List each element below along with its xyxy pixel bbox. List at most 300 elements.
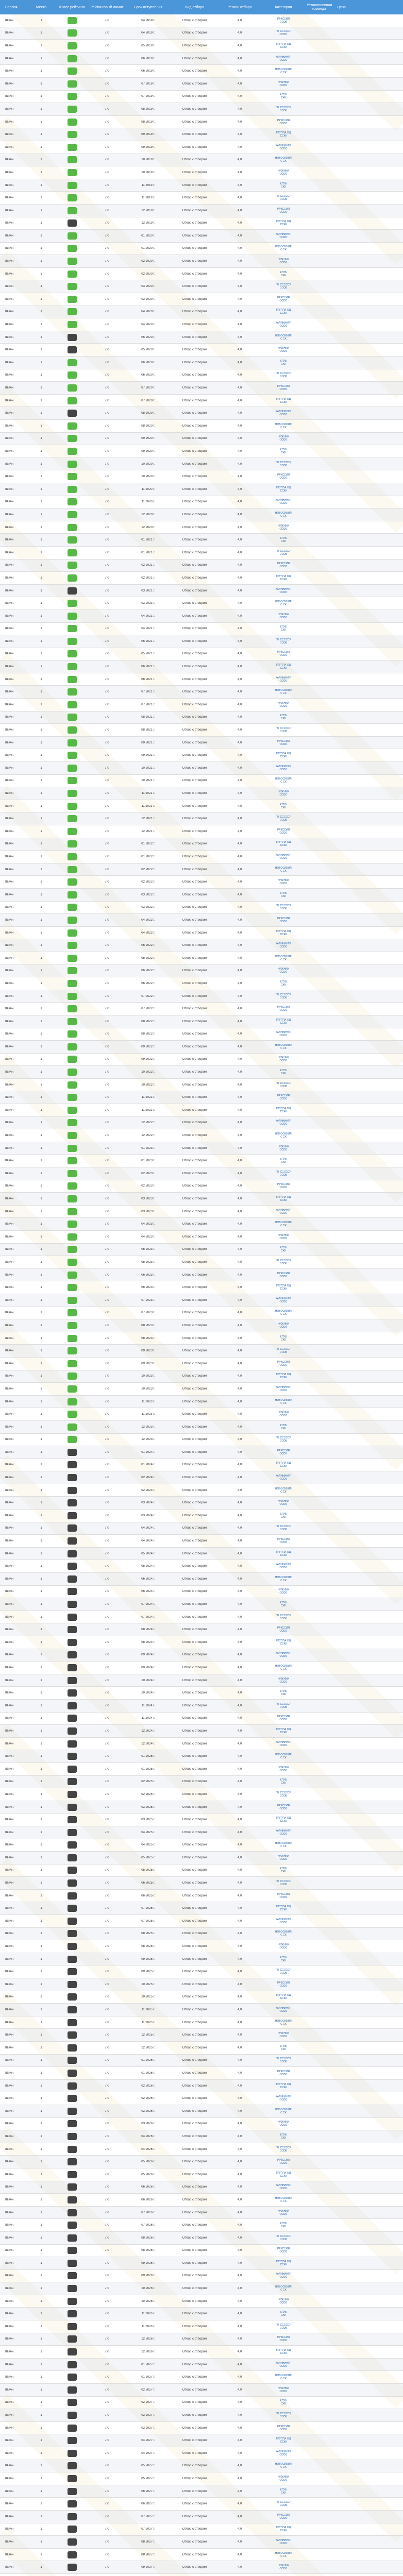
table-row[interactable] [0,2320,403,2333]
table-row[interactable] [0,1028,403,1041]
table-row[interactable] [0,2359,403,2371]
table-row[interactable] [0,306,403,319]
cell-team[interactable] [260,841,307,847]
cell-team[interactable] [260,1272,307,1278]
table-row[interactable] [0,27,403,40]
cell-team[interactable] [260,1614,307,1620]
table-row[interactable] [0,673,403,686]
cell-team[interactable] [260,2488,307,2495]
table-row[interactable] [0,648,403,661]
table-row[interactable] [0,1167,403,1180]
table-row[interactable] [0,268,403,281]
cell-team[interactable] [260,2437,307,2444]
cell-team[interactable] [260,1994,307,2000]
table-row[interactable] [0,2371,403,2384]
cell-team[interactable] [260,1436,307,1443]
table-row[interactable] [0,1687,403,1700]
cell-team[interactable] [260,1855,307,1861]
table-row[interactable] [0,483,403,496]
table-row[interactable] [0,876,403,889]
cell-team[interactable] [260,93,307,99]
cell-team[interactable] [260,2399,307,2405]
cell-team[interactable] [260,2159,307,2165]
table-row[interactable] [0,952,403,965]
table-row[interactable] [0,977,403,990]
cell-team[interactable] [260,1981,307,1988]
table-row[interactable] [0,1193,403,1206]
cell-team[interactable] [260,2564,307,2570]
table-row[interactable] [0,1586,403,1599]
cell-team[interactable] [260,2133,307,2140]
table-row[interactable] [0,1573,403,1586]
cell-team[interactable] [260,435,307,442]
table-row[interactable] [0,2485,403,2498]
cell-team[interactable] [260,1588,307,1595]
table-row[interactable] [0,2029,403,2042]
cell-team[interactable] [260,233,307,239]
table-row[interactable] [0,711,403,724]
cell-team[interactable] [260,1778,307,1785]
table-row[interactable] [0,927,403,940]
header-selection-type[interactable]: Вид отбора [184,5,205,9]
cell-team[interactable] [260,980,307,987]
cell-team[interactable] [260,245,307,251]
cell-team[interactable] [260,2539,307,2545]
table-row[interactable] [0,1725,403,1738]
table-row[interactable] [0,572,403,585]
table-row[interactable] [0,775,403,788]
table-row[interactable] [0,255,403,268]
table-row[interactable] [0,1915,403,1928]
table-row[interactable] [0,1294,403,1307]
table-row[interactable] [0,1383,403,1396]
cell-team[interactable] [260,1703,307,1709]
cell-team[interactable] [260,854,307,860]
cell-team[interactable] [260,765,307,771]
cell-team[interactable] [260,537,307,543]
cell-team[interactable] [260,1956,307,1962]
cell-team[interactable] [260,550,307,556]
cell-team[interactable] [260,714,307,720]
cell-team[interactable] [260,1196,307,1202]
cell-team[interactable] [260,385,307,391]
cell-team[interactable] [260,2184,307,2190]
cell-team[interactable] [260,1791,307,1798]
cell-team[interactable] [260,2463,307,2469]
table-row[interactable] [0,2016,403,2029]
table-row[interactable] [0,2536,403,2549]
table-row[interactable] [0,2232,403,2245]
table-row[interactable] [0,1852,403,1865]
cell-team[interactable] [260,777,307,784]
cell-team[interactable] [260,1753,307,1759]
table-row[interactable] [0,1965,403,1978]
cell-team[interactable] [260,968,307,974]
table-row[interactable] [0,65,403,78]
cell-team[interactable] [260,1551,307,1557]
table-row[interactable] [0,851,403,863]
table-row[interactable] [0,1636,403,1649]
cell-team[interactable] [260,360,307,366]
cell-team[interactable] [260,1842,307,1848]
table-row[interactable] [0,1218,403,1231]
cell-team[interactable] [260,499,307,505]
cell-team[interactable] [260,106,307,112]
table-row[interactable] [0,1129,403,1142]
table-row[interactable] [0,344,403,357]
cell-team[interactable] [260,2083,307,2089]
cell-team[interactable] [260,1563,307,1569]
cell-team[interactable] [260,1500,307,1506]
table-row[interactable] [0,2460,403,2473]
table-row[interactable] [0,660,403,673]
table-row[interactable] [0,1319,403,1332]
table-row[interactable] [0,2067,403,2080]
header-entry-date[interactable]: Срок вступления [133,5,163,9]
table-row[interactable] [0,2498,403,2511]
table-row[interactable] [0,243,403,256]
cell-team[interactable] [260,423,307,429]
table-row[interactable] [0,1484,403,1497]
table-row[interactable] [0,141,403,154]
table-row[interactable] [0,2511,403,2523]
table-row[interactable] [0,1839,403,1852]
cell-team[interactable] [260,1829,307,1836]
cell-team[interactable] [260,81,307,87]
cell-team[interactable] [260,56,307,62]
cell-team[interactable] [260,157,307,163]
table-row[interactable] [0,1928,403,1941]
cell-team[interactable] [260,1056,307,1062]
table-row[interactable] [0,1662,403,1674]
table-row[interactable] [0,1015,403,1028]
cell-team[interactable] [260,867,307,873]
cell-team[interactable] [260,1031,307,1037]
cell-team[interactable] [260,1905,307,1911]
table-row[interactable] [0,217,403,230]
table-row[interactable] [0,889,403,902]
table-row[interactable] [0,1497,403,1510]
header-version[interactable]: Версия [5,5,18,9]
cell-team[interactable] [260,2095,307,2102]
cell-team[interactable] [260,740,307,746]
table-row[interactable] [0,2397,403,2410]
cell-team[interactable] [260,1449,307,1455]
cell-team[interactable] [260,993,307,999]
table-row[interactable] [0,2080,403,2093]
cell-team[interactable] [260,2197,307,2203]
table-row[interactable] [0,1763,403,1776]
cell-team[interactable] [260,790,307,796]
table-row[interactable] [0,2181,403,2194]
cell-team[interactable] [260,1120,307,1126]
cell-team[interactable] [260,1348,307,1354]
table-row[interactable] [0,1902,403,1915]
cell-team[interactable] [260,1284,307,1291]
cell-team[interactable] [260,1817,307,1823]
cell-team[interactable] [260,1082,307,1088]
cell-team[interactable] [260,588,307,594]
table-row[interactable] [0,1079,403,1092]
cell-team[interactable] [260,2450,307,2456]
cell-team[interactable] [260,195,307,201]
cell-team[interactable] [260,828,307,835]
table-row[interactable] [0,1788,403,1801]
cell-team[interactable] [260,1930,307,1937]
cell-team[interactable] [260,372,307,378]
table-row[interactable] [0,1814,403,1826]
cell-team[interactable] [260,2526,307,2532]
table-row[interactable] [0,433,403,446]
cell-team[interactable] [260,2412,307,2418]
cell-team[interactable] [260,1297,307,1303]
cell-team[interactable] [260,1766,307,1772]
table-row[interactable] [0,787,403,800]
table-row[interactable] [0,1091,403,1104]
table-row[interactable] [0,1054,403,1066]
cell-team[interactable] [260,283,307,290]
cell-team[interactable] [260,1677,307,1684]
table-row[interactable] [0,2308,403,2320]
table-row[interactable] [0,1548,403,1561]
table-row[interactable] [0,2422,403,2435]
table-row[interactable] [0,2434,403,2447]
cell-team[interactable] [260,271,307,277]
table-row[interactable] [0,1446,403,1459]
table-row[interactable] [0,293,403,306]
cell-team[interactable] [260,1487,307,1494]
table-row[interactable] [0,2092,403,2105]
cell-team[interactable] [260,702,307,708]
cell-team[interactable] [260,1741,307,1747]
cell-team[interactable] [260,2324,307,2330]
table-row[interactable] [0,1117,403,1130]
table-row[interactable] [0,1826,403,1839]
cell-team[interactable] [260,600,307,606]
table-row[interactable] [0,1155,403,1167]
table-row[interactable] [0,91,403,104]
cell-team[interactable] [260,1969,307,1975]
table-row[interactable] [0,825,403,838]
table-row[interactable] [0,331,403,344]
table-row[interactable] [0,2257,403,2270]
header-price[interactable]: Цена [337,5,346,9]
cell-team[interactable] [260,2222,307,2228]
cell-team[interactable] [260,1373,307,1379]
cell-team[interactable] [260,2032,307,2038]
table-row[interactable] [0,1522,403,1535]
table-row[interactable] [0,724,403,737]
table-row[interactable] [0,699,403,711]
table-row[interactable] [0,1623,403,1636]
cell-team[interactable] [260,942,307,948]
table-row[interactable] [0,1180,403,1193]
cell-team[interactable] [260,1475,307,1481]
cell-team[interactable] [260,562,307,568]
table-row[interactable] [0,812,403,825]
cell-team[interactable] [260,347,307,353]
cell-team[interactable] [260,1335,307,1342]
table-row[interactable] [0,2447,403,2460]
table-row[interactable] [0,1332,403,1345]
table-row[interactable] [0,2384,403,2397]
cell-team[interactable] [260,613,307,619]
table-row[interactable] [0,547,403,560]
table-row[interactable] [0,2156,403,2168]
table-row[interactable] [0,610,403,623]
cell-team[interactable] [260,1525,307,1531]
cell-team[interactable] [260,1601,307,1607]
cell-team[interactable] [260,1183,307,1189]
cell-team[interactable] [260,2387,307,2393]
cell-team[interactable] [260,1323,307,1329]
cell-team[interactable] [260,638,307,645]
cell-team[interactable] [260,2311,307,2317]
table-row[interactable] [0,1434,403,1447]
table-row[interactable] [0,2219,403,2232]
table-row[interactable] [0,2549,403,2562]
table-row[interactable] [0,1978,403,1991]
cell-team[interactable] [260,2260,307,2266]
cell-team[interactable] [260,1361,307,1367]
table-row[interactable] [0,78,403,91]
cell-team[interactable] [260,2020,307,2026]
table-row[interactable] [0,2055,403,2067]
cell-team[interactable] [260,43,307,49]
table-row[interactable] [0,2333,403,2346]
cell-team[interactable] [260,119,307,125]
cell-team[interactable] [260,1728,307,1734]
table-row[interactable] [0,1674,403,1687]
cell-team[interactable] [260,1158,307,1164]
table-row[interactable] [0,1231,403,1244]
table-row[interactable] [0,280,403,293]
cell-team[interactable] [260,2108,307,2114]
cell-team[interactable] [260,1626,307,1633]
cell-team[interactable] [260,2121,307,2127]
cell-team[interactable] [260,2007,307,2013]
cell-team[interactable] [260,1943,307,1950]
cell-team[interactable] [260,309,307,315]
table-row[interactable] [0,496,403,509]
cell-team[interactable] [260,2349,307,2355]
table-row[interactable] [0,686,403,699]
cell-team[interactable] [260,1652,307,1658]
table-row[interactable] [0,902,403,914]
cell-team[interactable] [260,2057,307,2063]
cell-team[interactable] [260,2070,307,2076]
table-row[interactable] [0,1256,403,1269]
cell-team[interactable] [260,208,307,214]
table-row[interactable] [0,53,403,65]
table-row[interactable] [0,1003,403,1015]
cell-team[interactable] [260,1221,307,1227]
cell-team[interactable] [260,68,307,74]
header-team[interactable]: Установленная команда [307,4,332,11]
table-row[interactable] [0,1142,403,1155]
table-row[interactable] [0,838,403,851]
cell-team[interactable] [260,2298,307,2304]
table-row[interactable] [0,128,403,141]
table-row[interactable] [0,509,403,521]
cell-team[interactable] [260,2172,307,2178]
table-row[interactable] [0,1281,403,1294]
cell-team[interactable] [260,410,307,416]
table-row[interactable] [0,357,403,369]
cell-team[interactable] [260,930,307,936]
cell-team[interactable] [260,2476,307,2482]
table-row[interactable] [0,1396,403,1409]
table-row[interactable] [0,2523,403,2536]
table-row[interactable] [0,2042,403,2055]
cell-team[interactable] [260,689,307,695]
table-row[interactable] [0,1738,403,1751]
cell-team[interactable] [260,1094,307,1100]
table-row[interactable] [0,560,403,572]
table-row[interactable] [0,2472,403,2485]
table-row[interactable] [0,1611,403,1624]
cell-team[interactable] [260,1246,307,1252]
table-row[interactable] [0,2409,403,2422]
table-row[interactable] [0,230,403,243]
table-row[interactable] [0,2168,403,2181]
cell-team[interactable] [260,625,307,632]
table-row[interactable] [0,2105,403,2118]
cell-team[interactable] [260,575,307,581]
cell-team[interactable] [260,461,307,467]
cell-team[interactable] [260,398,307,404]
header-region[interactable]: Регион отбора [227,5,252,9]
table-row[interactable] [0,458,403,471]
table-row[interactable] [0,2270,403,2283]
table-row[interactable] [0,1307,403,1320]
table-row[interactable] [0,192,403,205]
cell-team[interactable] [260,2501,307,2507]
cell-team[interactable] [260,1665,307,1671]
table-row[interactable] [0,1598,403,1611]
table-row[interactable] [0,800,403,813]
cell-team[interactable] [260,2336,307,2342]
table-row[interactable] [0,1510,403,1522]
table-row[interactable] [0,1877,403,1890]
cell-team[interactable] [260,955,307,961]
cell-team[interactable] [260,1310,307,1316]
cell-team[interactable] [260,2045,307,2051]
cell-team[interactable] [260,1639,307,1646]
cell-team[interactable] [260,2552,307,2558]
table-row[interactable] [0,1459,403,1472]
cell-team[interactable] [260,2146,307,2153]
table-row[interactable] [0,635,403,648]
table-row[interactable] [0,2004,403,2016]
table-row[interactable] [0,1269,403,1282]
cell-team[interactable] [260,752,307,758]
header-rating-class[interactable]: Класс рейтинга [59,5,85,9]
table-row[interactable] [0,1940,403,1953]
cell-team[interactable] [260,676,307,683]
table-row[interactable] [0,990,403,1003]
table-row[interactable] [0,154,403,167]
cell-team[interactable] [260,2362,307,2368]
cell-team[interactable] [260,170,307,176]
table-row[interactable] [0,1865,403,1877]
cell-team[interactable] [260,296,307,302]
table-row[interactable] [0,585,403,598]
table-row[interactable] [0,2282,403,2295]
table-row[interactable] [0,863,403,876]
cell-team[interactable] [260,144,307,150]
cell-team[interactable] [260,1145,307,1151]
